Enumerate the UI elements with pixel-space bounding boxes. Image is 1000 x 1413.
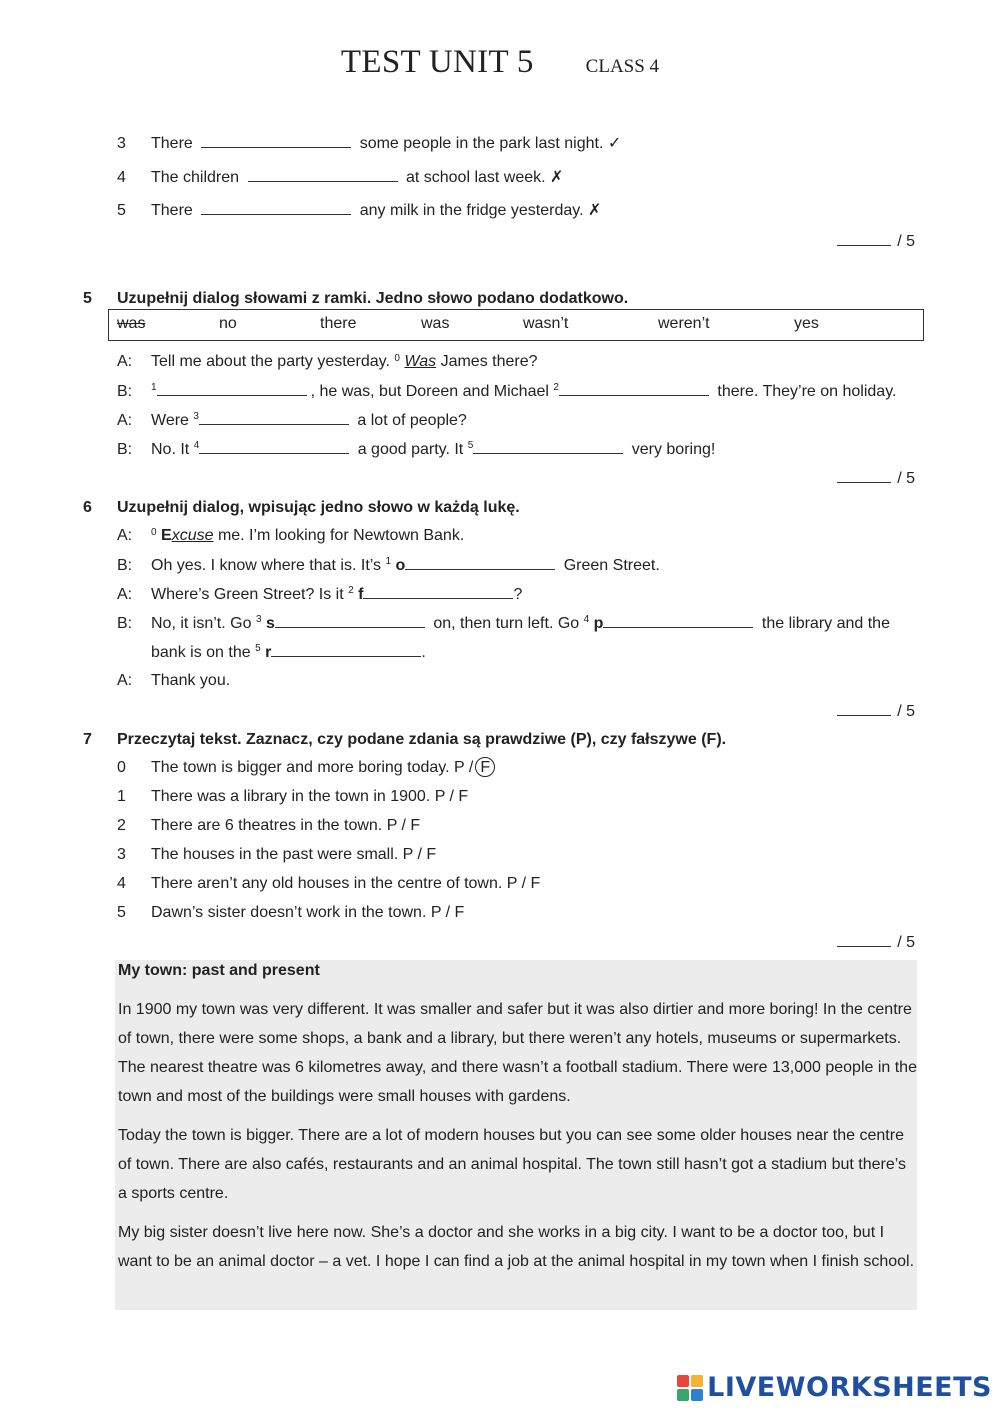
- word-box-item: wasn’t: [523, 315, 569, 332]
- reading-paragraph: In 1900 my town was very different. It was smaller and safer but it was also dirtier and more boring! In the centre of town, there were some shops, a bank and a library, but there weren’t any hotels, museums or supermarkets. The nearest theatre was 6 kilometres away, and there wasn’t a football stadium. There were 13,000 people in the town and most of the buildings were small houses with gardens.: [118, 1001, 917, 1105]
- dialog-line: B: No, it isn’t. Go $^3$ s on, then turn left. Go $^4$ p the library and the: [117, 614, 890, 632]
- word-box-item: there: [320, 315, 357, 332]
- exercise-item: 3 There some people in the park last night. ✓: [117, 132, 621, 154]
- class-label: CLASS 4: [585, 56, 660, 77]
- reading-paragraph: Today the town is bigger. There are a lot of modern houses but you can see some older houses near the centre of town. There are also cafés, restaurants and an animal hospital. The town still hasn’t got a stadium but there’s a sports centre.: [118, 1127, 906, 1202]
- item-number: 3: [117, 135, 126, 152]
- reading-passage: [115, 960, 917, 1310]
- word-box-item: no: [219, 315, 237, 332]
- cross-mark-icon: ✗: [550, 169, 564, 186]
- dialog-line: A: $^0$ Excuse me. I’m looking for Newtown Bank.: [117, 527, 465, 544]
- reading-paragraph: My big sister doesn’t live here now. She’s a doctor and she works in a big city. I want to be a doctor too, but I want to be an animal doctor – a vet. I hope I can find a job at the animal hospital in my town when I finish school.: [118, 1224, 915, 1270]
- liveworksheets-logo: [677, 1372, 992, 1403]
- dialog-line: A: Thank you.: [117, 672, 231, 689]
- true-false-item[interactable]: 4 There aren’t any old houses in the centre of town. P / F: [117, 875, 541, 892]
- dialog-line: B: $^1$ , he was, but Doreen and Michael $^2$ there. They’re on holiday.: [117, 382, 897, 400]
- answer-blank[interactable]: [201, 132, 351, 148]
- answer-blank[interactable]: [275, 612, 425, 628]
- section-heading: 7 Przeczytaj tekst. Zaznacz, czy podane zdania są prawdziwe (P), czy fałszywe (F).: [83, 731, 727, 748]
- section-heading: 6 Uzupełnij dialog, wpisując jedno słowo w każdą lukę.: [83, 499, 520, 516]
- word-box-item: was: [117, 315, 146, 332]
- answer-blank[interactable]: [248, 166, 398, 182]
- answer-blank[interactable]: [363, 583, 513, 599]
- check-mark-icon: ✓: [607, 135, 622, 152]
- section-heading: 5 Uzupełnij dialog słowami z ramki. Jedno słowo podano dodatkowo.: [83, 290, 629, 307]
- word-box: [108, 309, 924, 341]
- answer-blank[interactable]: [473, 438, 623, 454]
- dialog-line: B: Oh yes. I know where that is. It’s $^1$ o Green Street.: [117, 556, 660, 574]
- word-box-item: weren’t: [658, 315, 710, 332]
- word-box-item: yes: [794, 315, 819, 332]
- dialog-line: A: Tell me about the party yesterday. $^0$ Was James there?: [117, 353, 538, 370]
- true-false-item: 0 The town is bigger and more boring today. P / F: [117, 757, 495, 779]
- answer-blank[interactable]: [271, 641, 421, 657]
- example-answer: Was: [404, 353, 437, 370]
- reading-title: My town: past and present: [118, 962, 320, 979]
- dialog-line: A: Where’s Green Street? Is it $^2$ f ?: [117, 585, 523, 603]
- score-blank[interactable]: [837, 931, 891, 947]
- cross-mark-icon: ✗: [587, 202, 602, 219]
- item-number: 4: [117, 169, 126, 186]
- score-field: / 5: [837, 230, 915, 252]
- exercise-item: 4 The children at school last week. ✗: [117, 166, 563, 188]
- dialog-line: A: Were $^3$ a lot of people?: [117, 411, 467, 429]
- logo-mark-icon: [677, 1375, 703, 1401]
- word-box-item: was: [421, 315, 450, 332]
- score-field: / 5: [837, 700, 915, 722]
- answer-blank[interactable]: [199, 438, 349, 454]
- dialog-line: B: No. It $^4$ a good party. It $^5$ very boring!: [117, 440, 716, 458]
- true-false-item[interactable]: 2 There are 6 theatres in the town. P / F: [117, 817, 421, 834]
- score-blank[interactable]: [837, 467, 891, 483]
- score-field: / 5: [837, 467, 915, 489]
- score-blank[interactable]: [837, 230, 891, 246]
- answer-blank[interactable]: [199, 409, 349, 425]
- score-blank[interactable]: [837, 700, 891, 716]
- answer-blank[interactable]: [157, 380, 307, 396]
- logo-text: LIVEWORKSHEETS: [707, 1372, 992, 1403]
- dialog-line: bank is on the $^5$ r .: [151, 643, 426, 661]
- true-false-item[interactable]: 1 There was a library in the town in 1900. P / F: [117, 788, 469, 805]
- true-false-item[interactable]: 3 The houses in the past were small. P / F: [117, 846, 437, 863]
- page-title: [0, 44, 1000, 81]
- score-field: / 5: [837, 931, 915, 953]
- answer-blank[interactable]: [559, 380, 709, 396]
- circled-answer: F: [475, 757, 495, 777]
- example-answer: xcuse: [171, 527, 214, 544]
- item-number: 5: [117, 202, 126, 219]
- true-false-item[interactable]: 5 Dawn’s sister doesn’t work in the town. P / F: [117, 904, 465, 921]
- exercise-item: 5 There any milk in the fridge yesterday. ✗: [117, 199, 601, 221]
- test-title: TEST UNIT 5: [340, 44, 534, 80]
- answer-blank[interactable]: [201, 199, 351, 215]
- answer-blank[interactable]: [603, 612, 753, 628]
- answer-blank[interactable]: [405, 554, 555, 570]
